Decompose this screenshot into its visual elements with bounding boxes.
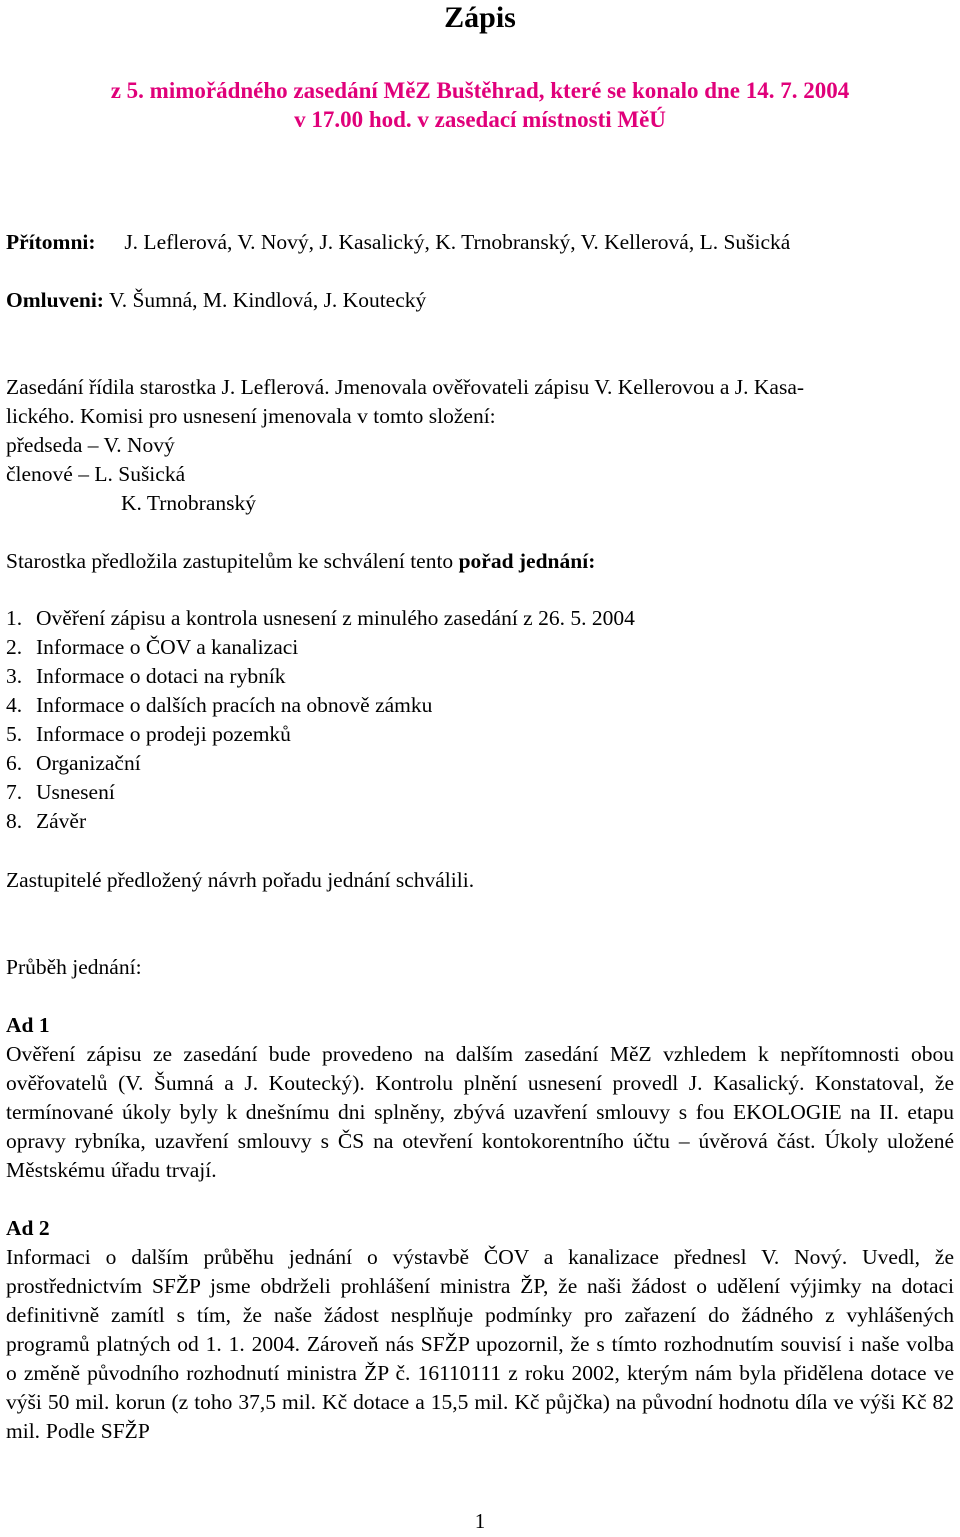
- ad2-paragraph: Informaci o dalším průběhu jednání o výstavbě ČOV a kanalizace přednesl V. Nový. Uvedl, že prostřednictvím SFŽP jsme obdrželi prohlášení ministra ŽP, že naši žádost o udělení výjimky na dotaci definitivně zamítl s tím, že naše žádost nesplňuje podmínky pro zařazení do žádného z vyhlášených programů platných od 1. 1. 2004. Zároveň nás SFŽP upozornil, že s tímto rozhodnutím souvisí i naše volba o změně původního rozhodnutí ministra ŽP č. 16110111 z roku 2002, kterým nám byla přidělena dotace ve výši 50 mil. korun (z toho 37,5 mil. Kč dotace a 15,5 mil. Kč půjčka) na původní hodnotu díla ve výši Kč 82 mil. Podle SFŽP: [6, 1245, 954, 1443]
- document-title: Zápis: [444, 1, 516, 34]
- agenda-item: [6, 691, 635, 720]
- agenda-text: Usnesení: [36, 780, 115, 804]
- agenda-item: [6, 662, 635, 691]
- agenda-number: 3.: [6, 664, 23, 688]
- subtitle-line-1: z 5. mimořádného zasedání MěZ Buštěhrad, které se konalo dne 14. 7. 2004: [110, 78, 850, 103]
- agenda-item: [6, 749, 635, 778]
- document-subtitle: [0, 76, 960, 134]
- present-row: [6, 228, 790, 257]
- agenda-number: 8.: [6, 809, 23, 833]
- excused-label: Omluveni:: [6, 288, 104, 312]
- agenda-list: [6, 604, 635, 836]
- agenda-number: 1.: [6, 606, 23, 630]
- ad2-heading: Ad 2: [6, 1216, 50, 1240]
- agenda-approved: Zastupitelé předložený návrh pořadu jednání schválili.: [6, 868, 475, 892]
- agenda-intro: [6, 547, 595, 576]
- commission-members: členové – L. Sušická: [6, 462, 186, 486]
- agenda-number: 2.: [6, 635, 23, 659]
- present-label: Přítomni:: [6, 230, 96, 254]
- agenda-item: [6, 633, 635, 662]
- agenda-text: Informace o dotaci na rybník: [36, 664, 286, 688]
- agenda-number: 7.: [6, 780, 23, 804]
- agenda-number: 4.: [6, 693, 23, 717]
- present-names: J. Leflerová, V. Nový, J. Kasalický, K. Trnobranský, V. Kellerová, L. Sušická: [124, 230, 791, 254]
- agenda-item: [6, 807, 635, 836]
- agenda-number: 5.: [6, 722, 23, 746]
- agenda-intro-bold: pořad jednání:: [458, 549, 596, 573]
- chair-line-2: lického. Komisi pro usnesení jmenovala v tomto složení:: [6, 404, 496, 428]
- excused-row: [6, 286, 426, 315]
- ad1-paragraph: Ověření zápisu ze zasedání bude provedeno na dalším zasedání MěZ vzhledem k nepřítomnosti obou ověřovatelů (V. Šumná a J. Koutecký). Kontrolu plnění usnesení provedl J. Kasalický. Konstatoval, že termínované úkoly byly k dnešnímu dni splněny, zbývá uzavření smlouvy s fou EKOLOGIE na II. etapu opravy rybníka, uzavření smlouvy s ČS na otevření kontokorentního účtu – úvěrová část. Úkoly uložené Městskému úřadu trvají.: [6, 1042, 954, 1182]
- agenda-number: 6.: [6, 751, 23, 775]
- commission-member-2: K. Trnobranský: [121, 491, 256, 515]
- agenda-text: Organizační: [36, 751, 141, 775]
- ad1-heading: Ad 1: [6, 1013, 50, 1037]
- chair-line-1: Zasedání řídila starostka J. Leflerová. Jmenovala ověřovateli zápisu V. Kellerovou a J. Kasa-: [6, 375, 805, 399]
- agenda-text: Ověření zápisu a kontrola usnesení z minulého zasedání z 26. 5. 2004: [36, 606, 635, 630]
- agenda-intro-text: Starostka předložila zastupitelům ke schválení tento: [6, 549, 454, 573]
- subtitle-line-2: v 17.00 hod. v zasedací místnosti MěÚ: [294, 107, 666, 132]
- agenda-text: Informace o ČOV a kanalizaci: [36, 635, 299, 659]
- agenda-item: [6, 778, 635, 807]
- agenda-text: Informace o dalších pracích na obnově zámku: [36, 693, 433, 717]
- proceedings-label: Průběh jednání:: [6, 955, 142, 979]
- agenda-text: Závěr: [36, 809, 87, 833]
- commission-chair: předseda – V. Nový: [6, 433, 175, 457]
- agenda-item: [6, 720, 635, 749]
- agenda-text: Informace o prodeji pozemků: [36, 722, 291, 746]
- excused-names: V. Šumná, M. Kindlová, J. Koutecký: [108, 288, 427, 312]
- agenda-item: [6, 604, 635, 633]
- page-number: 1: [474, 1509, 486, 1533]
